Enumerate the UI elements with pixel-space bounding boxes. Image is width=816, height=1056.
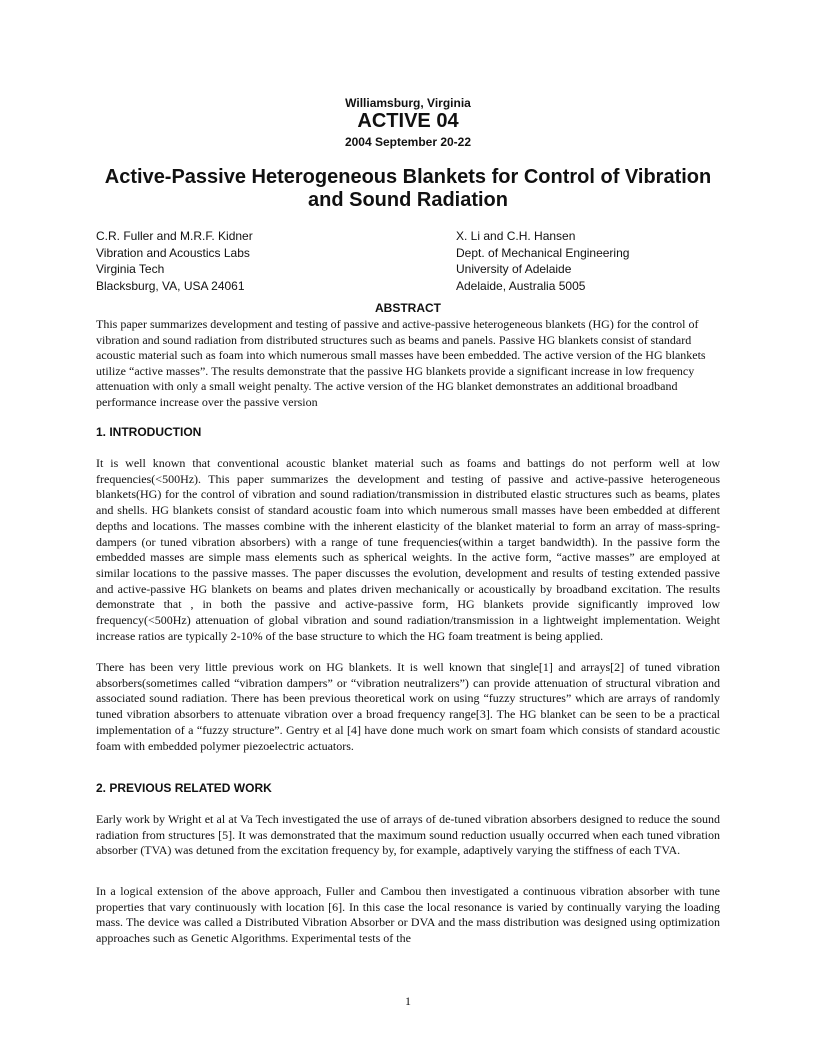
author-names: C.R. Fuller and M.R.F. Kidner bbox=[96, 229, 253, 243]
author-block-right bbox=[456, 228, 629, 294]
section-heading-introduction: 1. INTRODUCTION bbox=[96, 425, 202, 439]
abstract-heading: ABSTRACT bbox=[375, 301, 441, 315]
author-address: Blacksburg, VA, USA 24061 bbox=[96, 278, 245, 293]
abstract-text: This paper summarizes development and testing of passive and active-passive heterogeneous blankets (HG) for the control of vibration and sound radiation from distributed structures such as beams and panels. Passive HG blankets consist of standard acoustic material such as foam into which numerous small masses have been embedded. The active version of the HG blankets utilize “active masses”. The results demonstrate that the passive HG blankets provide a significant increase in low frequency attenuation with only a small weight penalty. The active version of the HG blanket demonstrates an additional broadband performance increase over the passive version bbox=[96, 317, 706, 409]
author-department: Vibration and Acoustics Labs bbox=[96, 245, 250, 260]
author-institution: University of Adelaide bbox=[456, 262, 572, 276]
author-institution: Virginia Tech bbox=[96, 262, 165, 276]
author-names: X. Li and C.H. Hansen bbox=[456, 229, 576, 243]
conference-name: ACTIVE 04 bbox=[357, 110, 459, 132]
introduction-paragraph-1: It is well known that conventional acoustic blanket material such as foams and battings do not perform well at low frequencies(<500Hz). This paper summarizes the development and testing of passive and active-passive heterogeneous blankets(HG) for the control of vibration and sound radiation/transmission in distributed elastic structures such as beams, plates and shells. HG blankets consist of standard acoustic foam into which numerous small masses have been embedded at different depths and locations. The masses combine with the inherent elasticity of the blanket material to form an array of mass-spring-dampers (or tuned vibration absorbers) with a range of tune frequencies(within a target bandwidth). In the passive form the embedded masses are simple mass elements such as spherical weights. In the active form, “active masses” are employed at similar locations to the passive masses. The paper discusses the evolution, development and results of testing extended passive and active-passive HG blankets on beams and plates driven mechanically or acoustically by broadband excitation. The results demonstrate that , in both the passive and active-passive form, HG blankets provide significantly improved low frequency(<500Hz) attenuation of global vibration and sound radiation/transmission in a lightweight implementation. Weight increase ratios are typically 2-10% of the base structure to which the HG foam treatment is being applied. bbox=[96, 456, 720, 643]
author-address: Adelaide, Australia 5005 bbox=[456, 278, 586, 293]
section-heading-previous-work: 2. PREVIOUS RELATED WORK bbox=[96, 781, 272, 795]
introduction-paragraph-2: There has been very little previous work on HG blankets. It is well known that single[1] and arrays[2] of tuned vibration absorbers(sometimes called “vibration dampers” or “vibration neutralizers”) can provide attenuation of structural vibration and associated sound radiation. There has been previous theoretical work on using “fuzzy structures” which are arrays of randomly tuned vibration absorbers to attenuate vibration over a broad frequency range[3]. The HG blanket can be seen to be a practical implementation of a “fuzzy structure”. Gentry et al [4] have done much work on smart foam which consists of standard acoustic foam with embedded polymer piezoelectric actuators. bbox=[96, 660, 720, 753]
author-department: Dept. of Mechanical Engineering bbox=[456, 245, 630, 260]
page-number: 1 bbox=[405, 994, 411, 1008]
previous-work-paragraph-2: In a logical extension of the above approach, Fuller and Cambou then investigated a continuous vibration absorber with tune properties that vary continuously with location [6]. In this case the local resonance is varied by continually varying the loading mass. The device was called a Distributed Vibration Absorber or DVA and the mass distribution was designed using optimization approaches such as Genetic Algorithms. Experimental tests of the bbox=[96, 884, 720, 946]
previous-work-paragraph-1: Early work by Wright et al at Va Tech investigated the use of arrays of de-tuned vibration absorbers designed to reduce the sound radiation from structures [5]. It was demonstrated that the maximum sound reduction usually occurred when each tuned vibration absorber (TVA) was detuned from the excitation frequency by, for example, adaptively varying the stiffness of each TVA. bbox=[96, 812, 720, 858]
conference-location: Williamsburg, Virginia bbox=[345, 96, 471, 110]
paper-title: Active-Passive Heterogeneous Blankets for Control of Vibration and Sound Radiation bbox=[104, 166, 712, 211]
author-block-left bbox=[96, 228, 253, 294]
conference-dates: 2004 September 20-22 bbox=[344, 135, 472, 149]
